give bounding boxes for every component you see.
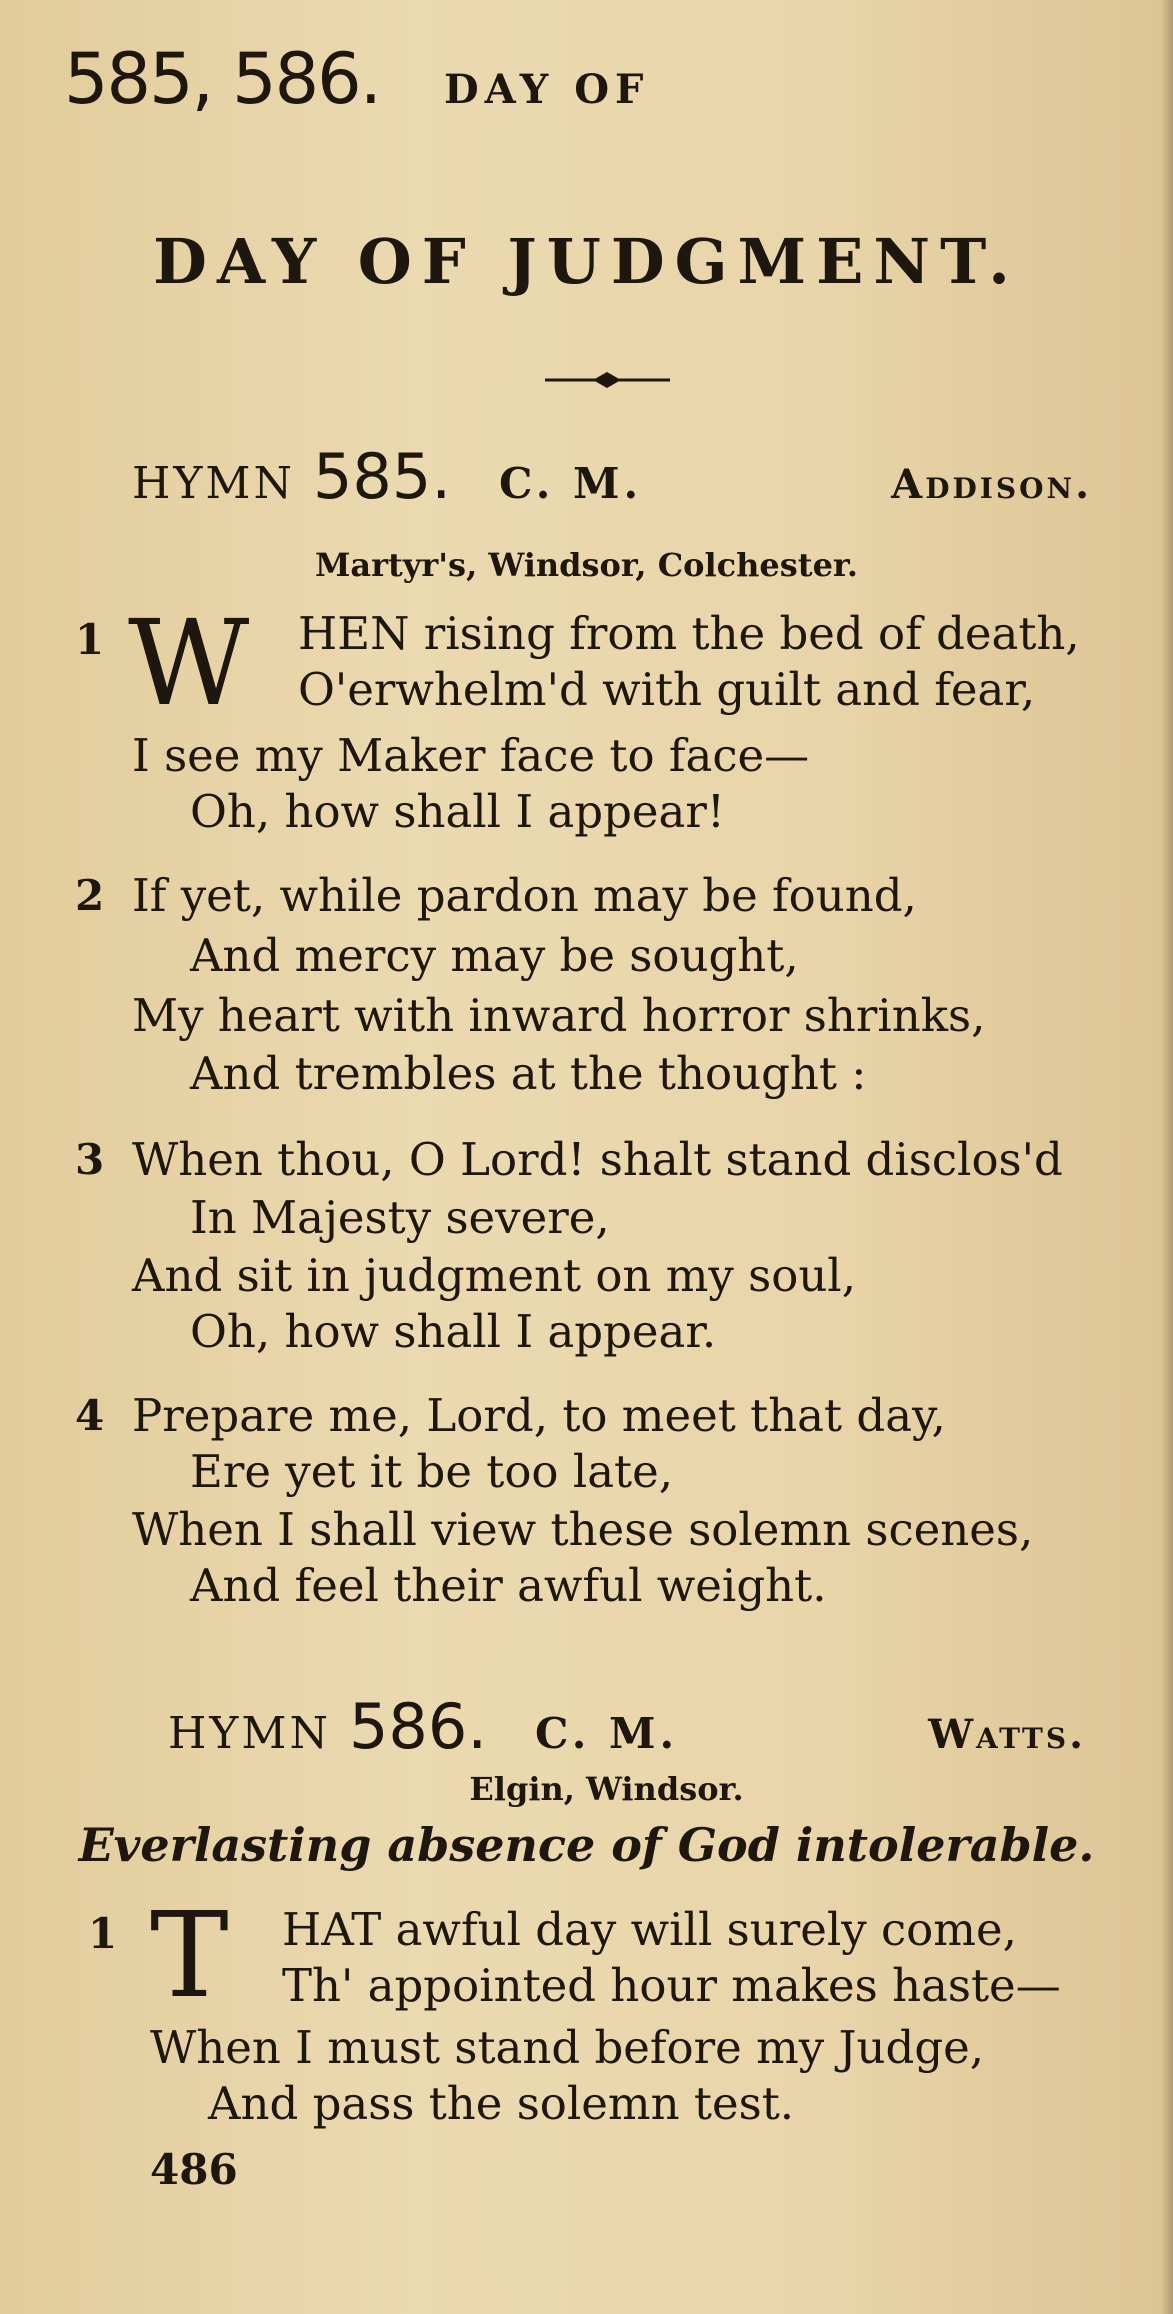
verse-line: If yet, while pardon may be found, bbox=[132, 869, 917, 922]
hymn-585-header bbox=[132, 440, 1092, 513]
drop-cap: T bbox=[150, 1886, 229, 2024]
hymn-meter: C. M. bbox=[499, 459, 643, 508]
hymn-label: HYMN bbox=[132, 458, 295, 509]
hymn-meter: C. M. bbox=[535, 1709, 679, 1758]
verse-line: When I shall view these solemn scenes, bbox=[132, 1503, 1034, 1556]
section-title: DAY OF JUDGMENT. bbox=[153, 225, 1020, 298]
verse-line: And feel their awful weight. bbox=[190, 1559, 827, 1612]
ornament-divider-icon bbox=[545, 370, 670, 390]
drop-cap: W bbox=[128, 594, 250, 732]
verse-line: I see my Maker face to face— bbox=[132, 729, 810, 782]
hymn-586-subtitle: Everlasting absence of God intolerable. bbox=[78, 1818, 1095, 1872]
hymn-586-tunes: Elgin, Windsor. bbox=[469, 1770, 744, 1808]
verse-number: 1 bbox=[88, 1909, 118, 1958]
verse-line: My heart with inward horror shrinks, bbox=[132, 989, 986, 1042]
verse-line: And trembles at the thought : bbox=[190, 1047, 867, 1100]
verse-number: 3 bbox=[75, 1135, 105, 1184]
verse-line: Oh, how shall I appear. bbox=[190, 1305, 717, 1358]
verse-line: O'erwhelm'd with guilt and fear, bbox=[298, 663, 1036, 716]
hymn-label: HYMN bbox=[168, 1708, 331, 1759]
hymn-author: Addison. bbox=[891, 461, 1092, 508]
verse-line: Prepare me, Lord, to meet that day, bbox=[132, 1389, 946, 1442]
verse-number: 1 bbox=[75, 615, 105, 664]
verse-number: 2 bbox=[75, 871, 105, 920]
verse-line: When I must stand before my Judge, bbox=[150, 2021, 985, 2074]
hymn-author: Watts. bbox=[928, 1711, 1086, 1758]
verse-line: Ere yet it be too late, bbox=[190, 1445, 674, 1498]
verse-line: When thou, O Lord! shalt stand disclos'd bbox=[132, 1133, 1063, 1186]
running-head-numbers: 585, 586. bbox=[64, 38, 380, 120]
hymn-586-header bbox=[168, 1690, 1086, 1763]
verse-line: HAT awful day will surely come, bbox=[282, 1903, 1017, 1956]
verse-line: Oh, how shall I appear! bbox=[190, 785, 725, 838]
running-head bbox=[64, 38, 649, 128]
hymn-number: 586. bbox=[348, 1690, 488, 1763]
hymn-number: 585. bbox=[312, 440, 452, 513]
verse-line: Th' appointed hour makes haste— bbox=[282, 1959, 1061, 2012]
verse-number: 4 bbox=[75, 1391, 105, 1440]
verse-line: And pass the solemn test. bbox=[208, 2077, 795, 2130]
verse-line: And sit in judgment on my soul, bbox=[132, 1249, 856, 1302]
hymn-585-tunes: Martyr's, Windsor, Colchester. bbox=[315, 546, 858, 584]
verse-line: And mercy may be sought, bbox=[190, 929, 799, 982]
verse-line: HEN rising from the bed of death, bbox=[298, 607, 1080, 660]
running-head-text: DAY OF bbox=[443, 66, 650, 113]
page-number: 486 bbox=[150, 2145, 238, 2194]
page-edge-shadow bbox=[1161, 0, 1173, 2314]
verse-line: In Majesty severe, bbox=[190, 1191, 610, 1244]
